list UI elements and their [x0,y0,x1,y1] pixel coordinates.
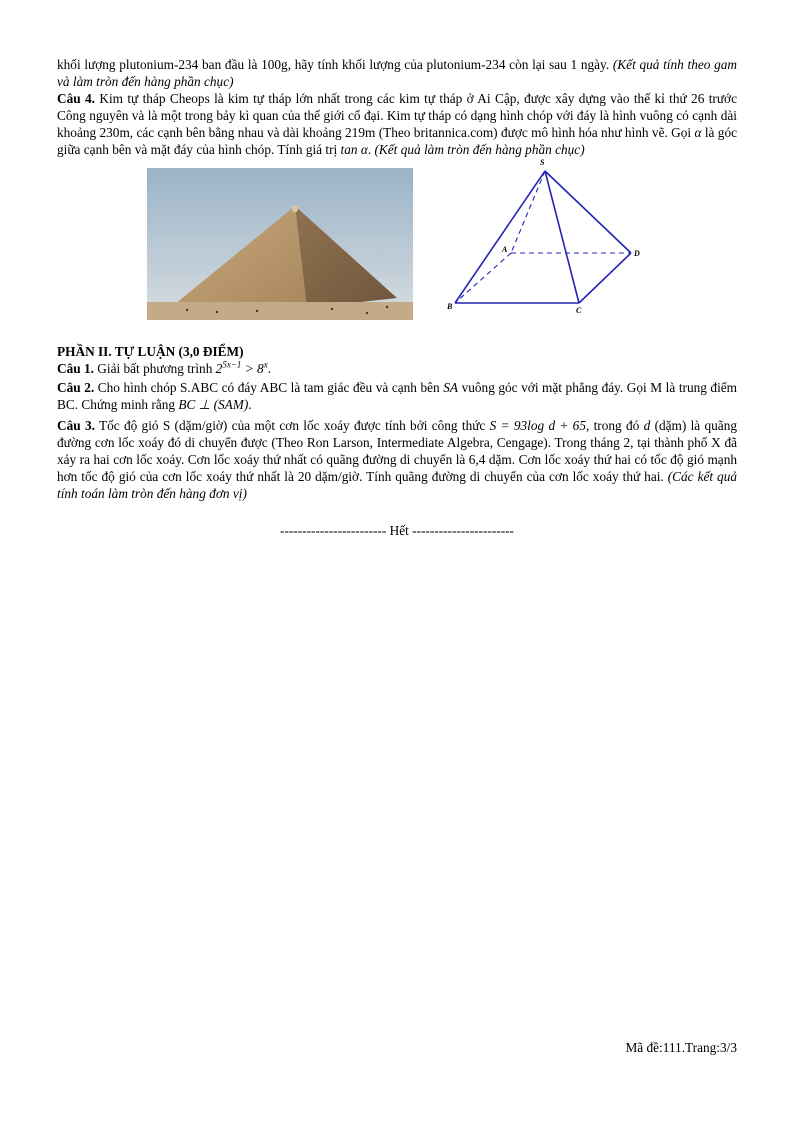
part2-q1-text: Giải bất phương trình [97,361,213,376]
part2-question-3 [57,417,737,502]
part2-q3-label: Câu 3. [57,418,95,433]
question-4-text: Kim tự tháp Cheops là kim tự tháp lớn nhất trong các kim tự tháp ở Ai Cập, được xây dựng vào thế kỉ thứ 26 trước Công nguyên và là một trong bảy kì quan của thế giới cổ đại. Kim tự tháp có dạng hình chóp với đáy là hình vuông có cạnh dài khoảng 230m, các cạnh bên bằng nhau và dài khoảng 219m (Theo britannica.com) được mô hình hóa như hình vẽ. Gọi [57,91,737,140]
part2-question-1 [57,360,737,377]
intro-paragraph [57,56,737,90]
segment-sa: SA [443,380,459,395]
part2-question-2 [57,379,737,413]
perpendicular-formula: BC ⊥ (SAM) [178,397,249,412]
part-2-heading: PHẦN II. TỰ LUẬN (3,0 ĐIỂM) [57,344,244,359]
part2-q1-period: . [267,361,272,376]
page-footer: Mã đề:111.Trang:3/3 [625,1040,737,1055]
intro-note: (Kết quả tính theo gam và làm tròn đến hàng phần chục) [57,57,737,89]
question-4-text-2: là góc giữa cạnh bên và mặt đáy của hình chóp. Tính giá trị [57,125,738,157]
question-4-period: . [367,142,372,157]
inequality-formula [216,361,268,376]
exponent-2: x [263,359,268,370]
figures-row [57,158,737,325]
tan-alpha: tan α [340,142,368,157]
base-2: 8 [257,361,264,376]
part2-q2-period: . [248,397,252,412]
part2-q2-text: Cho hình chóp S.ABC có đáy ABC là tam giác đều và cạnh bên [97,380,440,395]
pyramid-photo [147,168,413,320]
vertex-label-c: C [576,306,582,315]
question-4-note: (Kết quả làm tròn đến hàng phần chục) [374,142,585,157]
part2-q1-label: Câu 1. [57,361,94,376]
question-4 [57,90,737,158]
part2-q3-text-3: (dặm) là quãng đường cơn lốc xoáy đó di chuyển được (Theo Ron Larson, Intermediate Algebra, Cengage). Trong tháng 2, tại thành phố X đã xảy ra hai cơn lốc xoáy. Cơn lốc xoáy thứ nhất có quãng đường di chuyển là 6,4 dặm. Cơn lốc xoáy thứ hai có tốc độ gió mạnh hơn tốc độ gió của cơn lốc xoáy thứ nhất là 20 dặm/giờ. Tính quãng đường di chuyển của cơn lốc xoáy thứ hai. [57,418,738,484]
document-body [57,56,737,539]
vertex-label-b: B [447,302,453,311]
base-1: 2 [215,361,223,376]
alpha-symbol: α [694,125,702,140]
question-4-label: Câu 4. [57,91,95,106]
part2-q3-note: (Các kết quả tính toán làm tròn đến hàng đơn vị) [57,469,737,501]
exponent-1: 5x−1 [222,359,242,370]
part2-q3-text: Tốc độ gió S (dặm/giờ) của một cơn lốc xoáy được tính bởi công thức [98,418,486,433]
part2-q2-label: Câu 2. [57,380,95,395]
end-marker: ------------------------ Hết ----------------------- [280,523,514,538]
wind-speed-formula: S = 93log d + 65 [489,418,586,433]
intro-text: khối lượng plutonium-234 ban đầu là 100g, hãy tính khối lượng của plutonium-234 còn lại sau 1 ngày. [57,57,610,72]
vertex-label-s: S [540,158,545,167]
vertex-label-a: A [502,245,508,254]
inequality-op: > [241,361,258,376]
part2-q2-text-2: vuông góc với mặt phẳng đáy. Gọi M là trung điểm BC. Chứng minh rằng [57,380,738,412]
pyramid-diagram [447,157,677,317]
variable-d: d [643,418,651,433]
vertex-label-d: D [634,249,640,258]
part2-q3-text-2: , trong đó [585,418,640,433]
